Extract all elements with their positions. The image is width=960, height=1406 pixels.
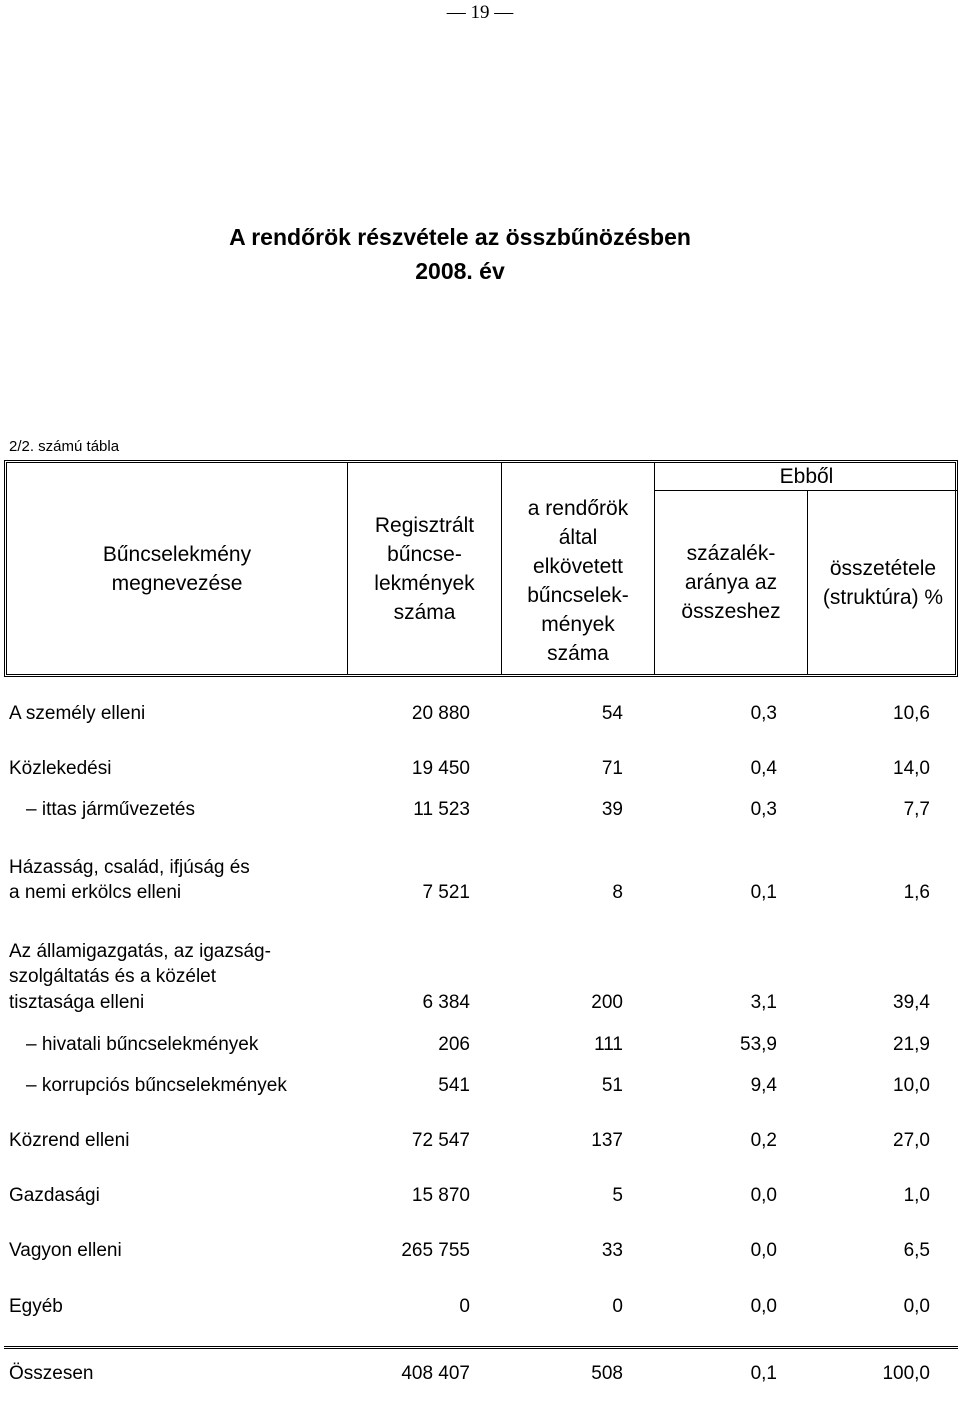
- row-label: a nemi erkölcs elleni: [9, 882, 182, 903]
- header-composition: összetétele (struktúra) %: [822, 556, 944, 609]
- row-label: szolgáltatás és a közélet: [9, 966, 217, 987]
- cell-registered: 11 523: [413, 799, 470, 820]
- cell-percentage: 0,0: [750, 1240, 777, 1261]
- cell-percentage: 9,4: [750, 1075, 777, 1096]
- cell-composition: 21,9: [893, 1034, 930, 1055]
- table-header: [4, 460, 958, 677]
- total-label: Összesen: [9, 1363, 94, 1384]
- cell-registered: 541: [438, 1075, 470, 1096]
- row-label: Házasság, család, ifjúság és: [9, 857, 250, 878]
- cell-registered: 6 384: [422, 992, 470, 1013]
- cell-composition: 1,0: [903, 1185, 930, 1206]
- cell-composition: 100,0: [882, 1363, 930, 1384]
- cell-composition: 27,0: [893, 1130, 930, 1151]
- cell-percentage: 0,0: [750, 1296, 777, 1317]
- cell-percentage: 0,3: [750, 703, 777, 724]
- cell-registered: 206: [438, 1034, 470, 1055]
- cell-registered: 7 521: [422, 882, 470, 903]
- cell-percentage: 0,4: [750, 758, 777, 779]
- cell-police: 5: [612, 1185, 623, 1206]
- row-label: Vagyon elleni: [9, 1240, 122, 1261]
- row-label-sub: – hivatali bűncselekmények: [26, 1034, 259, 1055]
- cell-police: 0: [612, 1296, 623, 1317]
- cell-police: 111: [594, 1034, 623, 1055]
- row-label: Az államigazgatás, az igazság-: [9, 941, 271, 962]
- total-divider: [4, 1346, 958, 1349]
- row-label: tisztasága elleni: [9, 992, 145, 1013]
- cell-composition: 0,0: [903, 1296, 930, 1317]
- cell-composition: 14,0: [893, 758, 930, 779]
- page-title: A rendőrök részvétele az összbűnözésben: [229, 224, 691, 250]
- header-police-count: a rendőrök által elkövetett bűncselek-mények száma: [527, 497, 629, 665]
- cell-police: 508: [591, 1363, 623, 1384]
- cell-registered: 20 880: [411, 703, 470, 724]
- header-group-of-which: Ebből: [779, 465, 834, 488]
- cell-registered: 408 407: [401, 1363, 470, 1384]
- header-registered-count: Regisztrált bűncse-lekmények száma: [374, 513, 475, 624]
- cell-composition: 10,6: [893, 703, 930, 724]
- cell-composition: 39,4: [893, 992, 930, 1013]
- cell-composition: 7,7: [903, 799, 930, 820]
- row-label: A személy elleni: [9, 703, 146, 724]
- cell-registered: 15 870: [411, 1185, 470, 1206]
- cell-percentage: 0,2: [750, 1130, 777, 1151]
- cell-percentage: 3,1: [750, 992, 777, 1013]
- cell-percentage: 0,0: [750, 1185, 777, 1206]
- row-label-sub: – ittas járművezetés: [26, 799, 195, 820]
- page-number: — 19 —: [446, 2, 514, 23]
- cell-police: 33: [601, 1240, 623, 1261]
- cell-percentage: 53,9: [740, 1034, 777, 1055]
- header-percentage-ratio: százalék-aránya az összeshez: [681, 542, 781, 623]
- cell-composition: 10,0: [893, 1075, 930, 1096]
- cell-police: 8: [612, 882, 623, 903]
- cell-police: 137: [591, 1130, 623, 1151]
- cell-police: 71: [601, 758, 623, 779]
- page-subtitle-year: 2008. év: [415, 258, 505, 284]
- cell-registered: 265 755: [401, 1240, 470, 1261]
- row-label: Egyéb: [9, 1296, 63, 1317]
- table-label: 2/2. számú tábla: [9, 438, 120, 455]
- row-label: Közlekedési: [9, 758, 112, 779]
- cell-composition: 6,5: [903, 1240, 930, 1261]
- cell-police: 200: [591, 992, 623, 1013]
- cell-registered: 19 450: [411, 758, 470, 779]
- cell-percentage: 0,1: [750, 882, 777, 903]
- cell-percentage: 0,1: [750, 1363, 777, 1384]
- cell-registered: 0: [459, 1296, 470, 1317]
- cell-police: 54: [601, 703, 623, 724]
- cell-percentage: 0,3: [750, 799, 777, 820]
- row-label-sub: – korrupciós bűncselekmények: [26, 1075, 287, 1096]
- cell-police: 39: [601, 799, 623, 820]
- row-label: Közrend elleni: [9, 1130, 130, 1151]
- cell-police: 51: [601, 1075, 623, 1096]
- cell-composition: 1,6: [903, 882, 930, 903]
- cell-registered: 72 547: [411, 1130, 470, 1151]
- header-crime-name: Bűncselekmény megnevezése: [102, 542, 252, 595]
- row-label: Gazdasági: [9, 1185, 100, 1206]
